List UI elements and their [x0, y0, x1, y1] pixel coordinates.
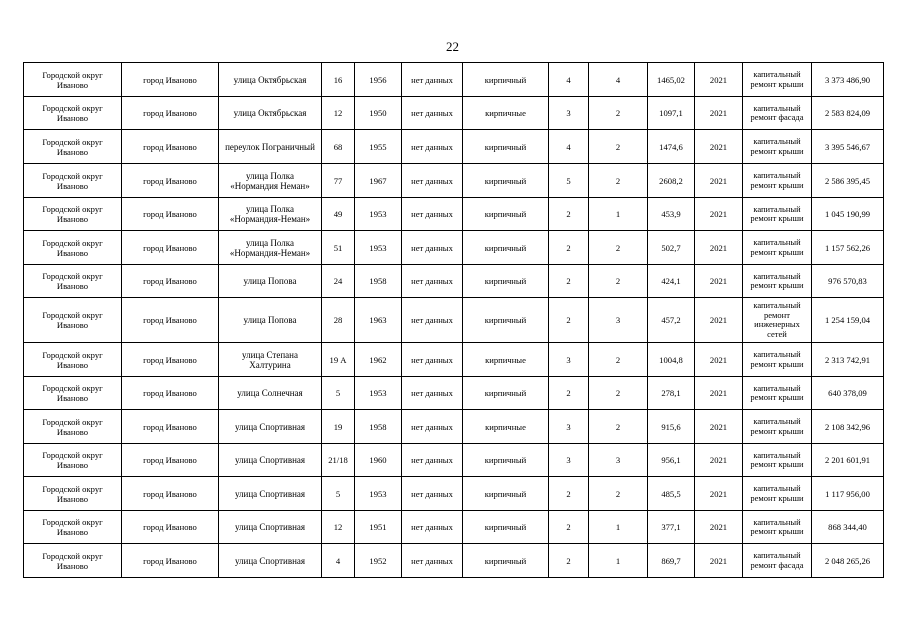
street-cell: улица Спортивная: [219, 477, 322, 511]
status-cell: нет данных: [402, 544, 463, 578]
house-number-cell: 5: [322, 377, 355, 410]
street-cell: улица Полка «Нормандия Неман»: [219, 164, 322, 198]
plan-year-cell: 2021: [695, 298, 743, 343]
cost-cell: 1 045 190,99: [812, 198, 884, 231]
house-number-cell: 77: [322, 164, 355, 198]
house-number-cell: 68: [322, 130, 355, 164]
build-year-cell: 1955: [355, 130, 402, 164]
table-row: [24, 130, 884, 164]
floors-cell: 3: [549, 444, 589, 477]
wall-material-cell: кирпичные: [463, 343, 549, 377]
area-cell: 278,1: [648, 377, 695, 410]
table-row: [24, 343, 884, 377]
house-number-cell: 24: [322, 265, 355, 298]
table-row: [24, 265, 884, 298]
area-cell: 502,7: [648, 231, 695, 265]
entrances-cell: 3: [589, 444, 648, 477]
district-cell: Городской округ Иваново: [24, 343, 122, 377]
table-row: [24, 63, 884, 97]
entrances-cell: 2: [589, 377, 648, 410]
floors-cell: 4: [549, 130, 589, 164]
floors-cell: 3: [549, 343, 589, 377]
city-cell: город Иваново: [122, 477, 219, 511]
status-cell: нет данных: [402, 444, 463, 477]
work-type-cell: капитальный ремонт крыши: [743, 343, 812, 377]
district-cell: Городской округ Иваново: [24, 63, 122, 97]
house-number-cell: 19 А: [322, 343, 355, 377]
street-cell: переулок Пограничный: [219, 130, 322, 164]
area-cell: 424,1: [648, 265, 695, 298]
status-cell: нет данных: [402, 63, 463, 97]
house-number-cell: 4: [322, 544, 355, 578]
street-cell: улица Октябрьская: [219, 97, 322, 130]
house-number-cell: 49: [322, 198, 355, 231]
street-cell: улица Спортивная: [219, 511, 322, 544]
area-cell: 2608,2: [648, 164, 695, 198]
status-cell: нет данных: [402, 343, 463, 377]
street-cell: улица Октябрьская: [219, 63, 322, 97]
cost-cell: 1 117 956,00: [812, 477, 884, 511]
city-cell: город Иваново: [122, 63, 219, 97]
work-type-cell: капитальный ремонт крыши: [743, 511, 812, 544]
status-cell: нет данных: [402, 265, 463, 298]
build-year-cell: 1967: [355, 164, 402, 198]
cost-cell: 2 048 265,26: [812, 544, 884, 578]
build-year-cell: 1953: [355, 198, 402, 231]
street-cell: улица Полка «Нормандия-Неман»: [219, 198, 322, 231]
floors-cell: 2: [549, 544, 589, 578]
table-row: [24, 477, 884, 511]
table-row: [24, 298, 884, 343]
house-number-cell: 19: [322, 410, 355, 444]
district-cell: Городской округ Иваново: [24, 544, 122, 578]
build-year-cell: 1950: [355, 97, 402, 130]
cost-cell: 1 157 562,26: [812, 231, 884, 265]
area-cell: 956,1: [648, 444, 695, 477]
cost-cell: 3 373 486,90: [812, 63, 884, 97]
street-cell: улица Спортивная: [219, 410, 322, 444]
work-type-cell: капитальный ремонт крыши: [743, 164, 812, 198]
entrances-cell: 2: [589, 231, 648, 265]
plan-year-cell: 2021: [695, 265, 743, 298]
district-cell: Городской округ Иваново: [24, 410, 122, 444]
wall-material-cell: кирпичный: [463, 130, 549, 164]
city-cell: город Иваново: [122, 343, 219, 377]
city-cell: город Иваново: [122, 231, 219, 265]
entrances-cell: 2: [589, 130, 648, 164]
status-cell: нет данных: [402, 231, 463, 265]
entrances-cell: 3: [589, 298, 648, 343]
district-cell: Городской округ Иваново: [24, 130, 122, 164]
entrances-cell: 1: [589, 544, 648, 578]
district-cell: Городской округ Иваново: [24, 511, 122, 544]
cost-cell: 2 583 824,09: [812, 97, 884, 130]
cost-cell: 868 344,40: [812, 511, 884, 544]
wall-material-cell: кирпичные: [463, 410, 549, 444]
plan-year-cell: 2021: [695, 377, 743, 410]
status-cell: нет данных: [402, 477, 463, 511]
work-type-cell: капитальный ремонт крыши: [743, 377, 812, 410]
entrances-cell: 2: [589, 477, 648, 511]
area-cell: 869,7: [648, 544, 695, 578]
work-type-cell: капитальный ремонт крыши: [743, 444, 812, 477]
area-cell: 377,1: [648, 511, 695, 544]
city-cell: город Иваново: [122, 544, 219, 578]
plan-year-cell: 2021: [695, 231, 743, 265]
wall-material-cell: кирпичный: [463, 63, 549, 97]
entrances-cell: 2: [589, 265, 648, 298]
table-row: [24, 544, 884, 578]
plan-year-cell: 2021: [695, 63, 743, 97]
street-cell: улица Попова: [219, 298, 322, 343]
house-number-cell: 12: [322, 97, 355, 130]
street-cell: улица Попова: [219, 265, 322, 298]
house-number-cell: 21/18: [322, 444, 355, 477]
city-cell: город Иваново: [122, 377, 219, 410]
status-cell: нет данных: [402, 97, 463, 130]
page-number: 22: [446, 39, 459, 54]
work-type-cell: капитальный ремонт крыши: [743, 265, 812, 298]
build-year-cell: 1956: [355, 63, 402, 97]
table-row: [24, 97, 884, 130]
floors-cell: 2: [549, 377, 589, 410]
plan-year-cell: 2021: [695, 477, 743, 511]
city-cell: город Иваново: [122, 444, 219, 477]
work-type-cell: капитальный ремонт крыши: [743, 63, 812, 97]
cost-cell: 3 395 546,67: [812, 130, 884, 164]
build-year-cell: 1958: [355, 265, 402, 298]
cost-cell: 2 313 742,91: [812, 343, 884, 377]
area-cell: 457,2: [648, 298, 695, 343]
floors-cell: 3: [549, 97, 589, 130]
entrances-cell: 2: [589, 343, 648, 377]
floors-cell: 2: [549, 477, 589, 511]
work-type-cell: капитальный ремонт фасада: [743, 544, 812, 578]
work-type-cell: капитальный ремонт крыши: [743, 231, 812, 265]
cost-cell: 2 201 601,91: [812, 444, 884, 477]
district-cell: Городской округ Иваново: [24, 231, 122, 265]
plan-year-cell: 2021: [695, 198, 743, 231]
city-cell: город Иваново: [122, 97, 219, 130]
house-number-cell: 16: [322, 63, 355, 97]
area-cell: 1004,8: [648, 343, 695, 377]
build-year-cell: 1962: [355, 343, 402, 377]
area-cell: 453,9: [648, 198, 695, 231]
floors-cell: 2: [549, 198, 589, 231]
work-type-cell: капитальный ремонт фасада: [743, 97, 812, 130]
area-cell: 1474,6: [648, 130, 695, 164]
floors-cell: 2: [549, 298, 589, 343]
floors-cell: 4: [549, 63, 589, 97]
entrances-cell: 2: [589, 97, 648, 130]
status-cell: нет данных: [402, 377, 463, 410]
plan-year-cell: 2021: [695, 444, 743, 477]
house-number-cell: 51: [322, 231, 355, 265]
build-year-cell: 1953: [355, 477, 402, 511]
work-type-cell: капитальный ремонт крыши: [743, 130, 812, 164]
plan-year-cell: 2021: [695, 130, 743, 164]
table-row: [24, 511, 884, 544]
entrances-cell: 1: [589, 511, 648, 544]
wall-material-cell: кирпичные: [463, 97, 549, 130]
build-year-cell: 1952: [355, 544, 402, 578]
plan-year-cell: 2021: [695, 544, 743, 578]
wall-material-cell: кирпичный: [463, 231, 549, 265]
build-year-cell: 1953: [355, 231, 402, 265]
table-row: [24, 198, 884, 231]
wall-material-cell: кирпичный: [463, 265, 549, 298]
work-type-cell: капитальный ремонт инженерных сетей: [743, 298, 812, 343]
district-cell: Городской округ Иваново: [24, 444, 122, 477]
plan-year-cell: 2021: [695, 97, 743, 130]
area-cell: 1465,02: [648, 63, 695, 97]
area-cell: 915,6: [648, 410, 695, 444]
wall-material-cell: кирпичный: [463, 477, 549, 511]
cost-cell: 976 570,83: [812, 265, 884, 298]
plan-year-cell: 2021: [695, 164, 743, 198]
wall-material-cell: кирпичный: [463, 298, 549, 343]
housing-repair-table: [23, 62, 884, 578]
area-cell: 485,5: [648, 477, 695, 511]
street-cell: улица Спортивная: [219, 544, 322, 578]
wall-material-cell: кирпичный: [463, 198, 549, 231]
district-cell: Городской округ Иваново: [24, 198, 122, 231]
status-cell: нет данных: [402, 511, 463, 544]
build-year-cell: 1953: [355, 377, 402, 410]
build-year-cell: 1960: [355, 444, 402, 477]
district-cell: Городской округ Иваново: [24, 265, 122, 298]
entrances-cell: 2: [589, 410, 648, 444]
district-cell: Городской округ Иваново: [24, 164, 122, 198]
street-cell: улица Полка «Нормандия-Неман»: [219, 231, 322, 265]
floors-cell: 5: [549, 164, 589, 198]
wall-material-cell: кирпичный: [463, 544, 549, 578]
cost-cell: 640 378,09: [812, 377, 884, 410]
cost-cell: 1 254 159,04: [812, 298, 884, 343]
district-cell: Городской округ Иваново: [24, 97, 122, 130]
plan-year-cell: 2021: [695, 410, 743, 444]
table-row: [24, 231, 884, 265]
status-cell: нет данных: [402, 130, 463, 164]
floors-cell: 2: [549, 265, 589, 298]
wall-material-cell: кирпичный: [463, 444, 549, 477]
table-row: [24, 164, 884, 198]
house-number-cell: 5: [322, 477, 355, 511]
cost-cell: 2 108 342,96: [812, 410, 884, 444]
entrances-cell: 1: [589, 198, 648, 231]
table-row: [24, 377, 884, 410]
table-row: [24, 444, 884, 477]
floors-cell: 2: [549, 511, 589, 544]
wall-material-cell: кирпичный: [463, 511, 549, 544]
city-cell: город Иваново: [122, 198, 219, 231]
district-cell: Городской округ Иваново: [24, 298, 122, 343]
floors-cell: 3: [549, 410, 589, 444]
cost-cell: 2 586 395,45: [812, 164, 884, 198]
plan-year-cell: 2021: [695, 511, 743, 544]
street-cell: улица Спортивная: [219, 444, 322, 477]
house-number-cell: 12: [322, 511, 355, 544]
status-cell: нет данных: [402, 198, 463, 231]
city-cell: город Иваново: [122, 164, 219, 198]
table-body: [24, 63, 884, 578]
status-cell: нет данных: [402, 164, 463, 198]
plan-year-cell: 2021: [695, 343, 743, 377]
wall-material-cell: кирпичный: [463, 377, 549, 410]
build-year-cell: 1963: [355, 298, 402, 343]
table-row: [24, 410, 884, 444]
house-number-cell: 28: [322, 298, 355, 343]
floors-cell: 2: [549, 231, 589, 265]
district-cell: Городской округ Иваново: [24, 377, 122, 410]
status-cell: нет данных: [402, 410, 463, 444]
area-cell: 1097,1: [648, 97, 695, 130]
city-cell: город Иваново: [122, 298, 219, 343]
work-type-cell: капитальный ремонт крыши: [743, 198, 812, 231]
work-type-cell: капитальный ремонт крыши: [743, 410, 812, 444]
district-cell: Городской округ Иваново: [24, 477, 122, 511]
entrances-cell: 4: [589, 63, 648, 97]
build-year-cell: 1951: [355, 511, 402, 544]
work-type-cell: капитальный ремонт крыши: [743, 477, 812, 511]
status-cell: нет данных: [402, 298, 463, 343]
street-cell: улица Солнечная: [219, 377, 322, 410]
city-cell: город Иваново: [122, 511, 219, 544]
wall-material-cell: кирпичный: [463, 164, 549, 198]
build-year-cell: 1958: [355, 410, 402, 444]
city-cell: город Иваново: [122, 130, 219, 164]
street-cell: улица Степана Халтурина: [219, 343, 322, 377]
city-cell: город Иваново: [122, 265, 219, 298]
city-cell: город Иваново: [122, 410, 219, 444]
entrances-cell: 2: [589, 164, 648, 198]
